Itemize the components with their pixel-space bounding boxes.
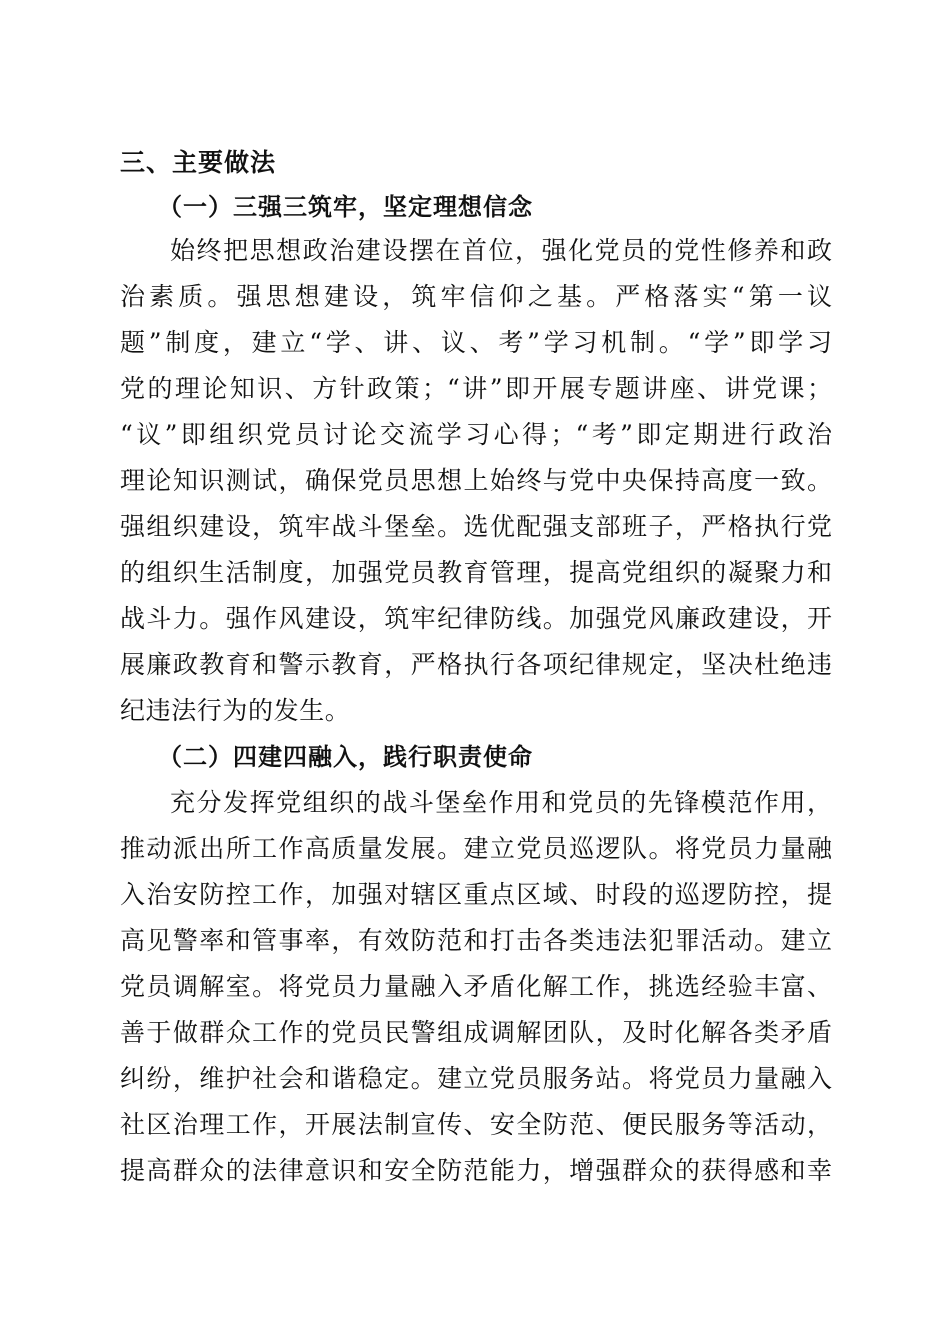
subsection-heading-1: （一）三强三筑牢，坚定理想信念 [158,193,533,221]
paragraph-line: 充分发挥党组织的战斗堡垒作用和党员的先锋模范作用， [170,788,832,817]
paragraph-line: 强组织建设，筑牢战斗堡垒。选优配强支部班子，严格执行党 [120,512,832,541]
paragraph-line: 社区治理工作，开展法制宣传、安全防范、便民服务等活动， [120,1110,832,1139]
paragraph-line: “议”即组织党员讨论交流学习心得；“考”即定期进行政治 [120,420,832,449]
paragraph-line: 提高群众的法律意识和安全防范能力，增强群众的获得感和幸 [120,1156,832,1185]
section-heading: 三、主要做法 [120,148,277,177]
paragraph-line: 纪违法行为的发生。 [120,696,351,725]
paragraph-line: 展廉政教育和警示教育，严格执行各项纪律规定，坚决杜绝违 [120,650,832,679]
paragraph-line: 始终把思想政治建设摆在首位，强化党员的党性修养和政 [170,236,832,265]
paragraph-line: 战斗力。强作风建设，筑牢纪律防线。加强党风廉政建设，开 [120,604,832,633]
paragraph-line: 治素质。强思想建设，筑牢信仰之基。严格落实“第一议 [120,282,832,311]
paragraph-line: 善于做群众工作的党员民警组成调解团队，及时化解各类矛盾 [120,1018,832,1047]
paragraph-line: 推动派出所工作高质量发展。建立党员巡逻队。将党员力量融 [120,834,832,863]
paragraph-line: 题”制度，建立“学、讲、议、考”学习机制。“学”即学习 [120,328,832,357]
paragraph-line: 党员调解室。将党员力量融入矛盾化解工作，挑选经验丰富、 [120,972,832,1001]
subsection-heading-2: （二）四建四融入，践行职责使命 [158,743,533,771]
paragraph-line: 高见警率和管事率，有效防范和打击各类违法犯罪活动。建立 [120,926,832,955]
paragraph-line: 党的理论知识、方针政策；“讲”即开展专题讲座、讲党课； [120,374,832,403]
paragraph-line: 理论知识测试，确保党员思想上始终与党中央保持高度一致。 [120,466,832,495]
paragraph-line: 的组织生活制度，加强党员教育管理，提高党组织的凝聚力和 [120,558,832,587]
paragraph-line: 入治安防控工作，加强对辖区重点区域、时段的巡逻防控，提 [120,880,832,909]
paragraph-line: 纠纷，维护社会和谐稳定。建立党员服务站。将党员力量融入 [120,1064,832,1093]
